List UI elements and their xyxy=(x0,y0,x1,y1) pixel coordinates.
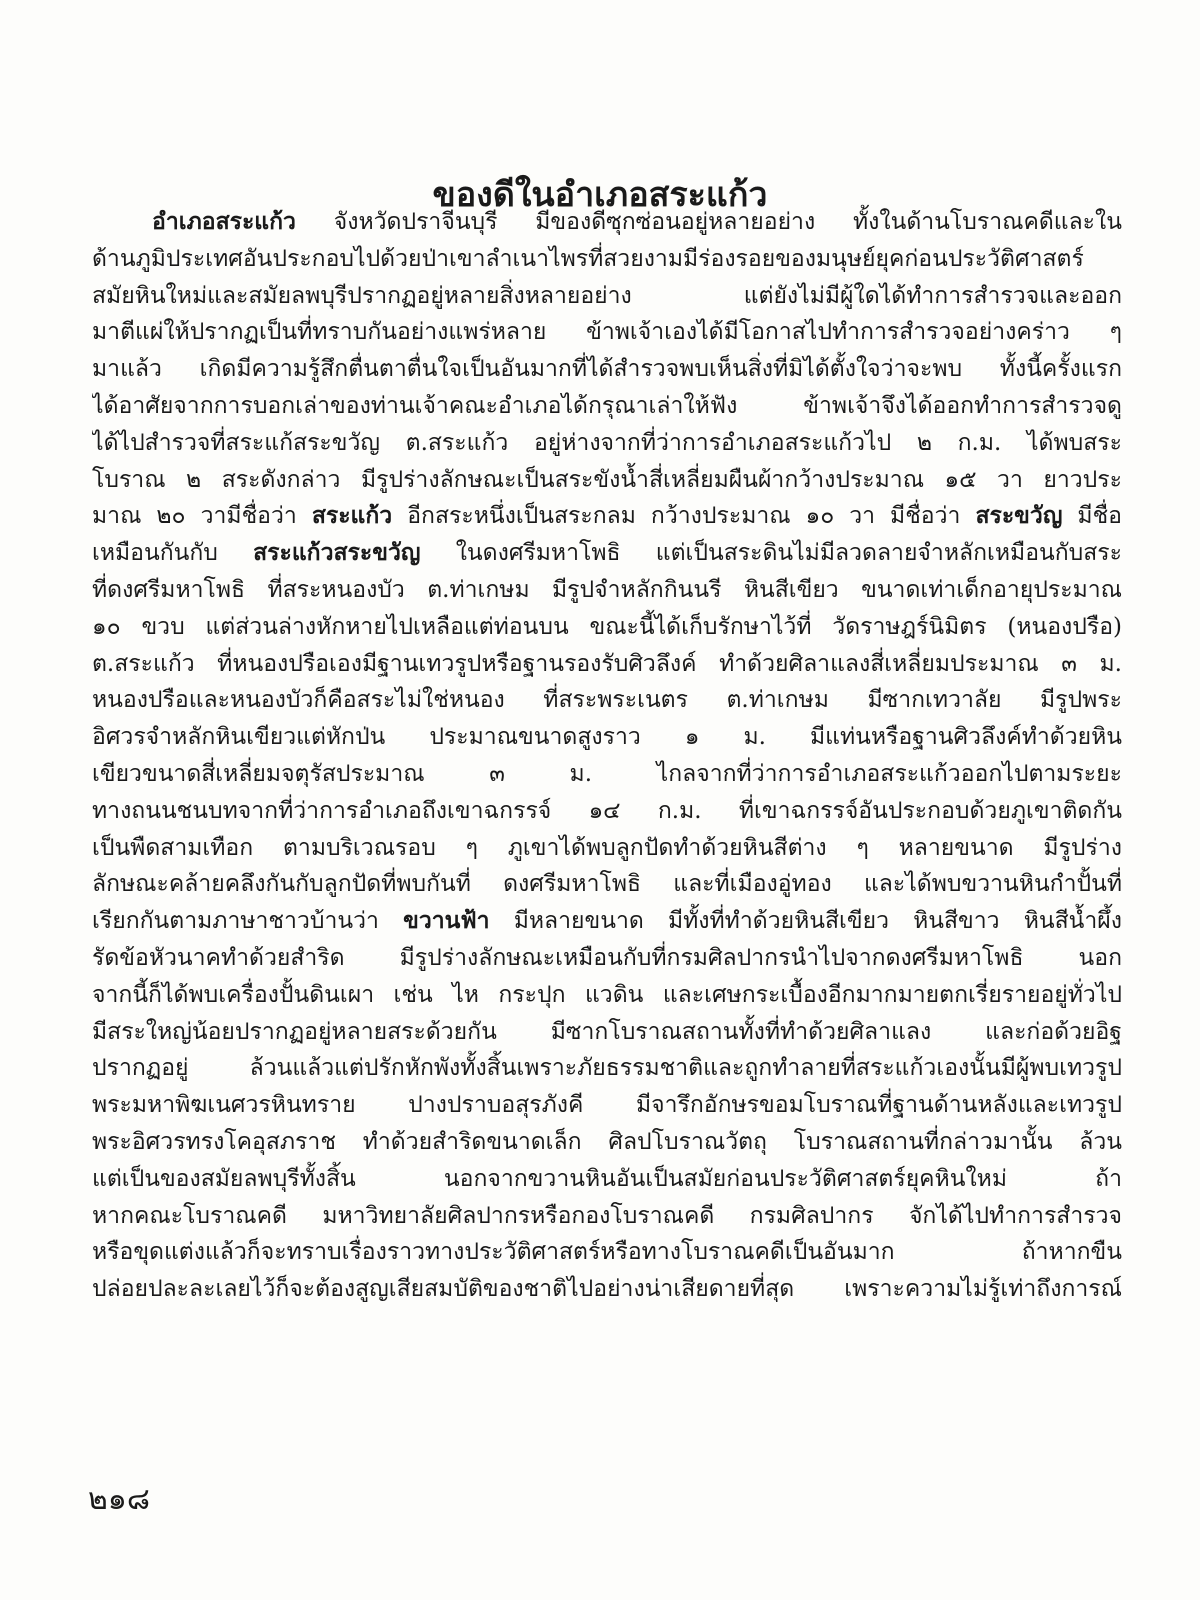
text-line: สมัยหินใหม่และสมัยลพบุรีปรากฏอยู่หลายสิ่งหลายอย่าง แต่ยังไม่มีผู้ใดได้ทำการสำรวจและออก xyxy=(92,282,1122,309)
bold-term: สระแก้วสระขวัญ xyxy=(253,539,421,567)
text-line: ลักษณะคล้ายคลึงกันกับลูกปัดที่พบกันที่ ดงศรีมหาโพธิ และที่เมืองอู่ทอง และได้พบขวานหินกำปั้นที่ xyxy=(92,871,1122,898)
line-text: มีชื่อ xyxy=(1062,503,1122,530)
bold-term: ขวานฟ้า xyxy=(403,907,490,935)
text-line xyxy=(92,204,1122,241)
body-paragraph xyxy=(92,204,1122,1308)
text-line: ๑๐ ขวบ แต่ส่วนล่างหักหายไปเหลือแต่ท่อนบน ขณะนี้ได้เก็บรักษาไว้ที่ วัดราษฎร์นิมิตร (หนองปรือ) xyxy=(92,613,1122,640)
text-line: เขียวขนาดสี่เหลี่ยมจตุรัสประมาณ ๓ ม. ไกลจากที่ว่าการอำเภอสระแก้วออกไปตามระยะ xyxy=(92,760,1122,787)
text-line: พระมหาพิฆเนศวรหินทราย ปางปราบอสุรภังคี มีจารึกอักษรขอมโบราณที่ฐานด้านหลังและเทวรูป xyxy=(92,1092,1122,1119)
line-text: เรียกกันตามภาษาชาวบ้านว่า xyxy=(92,908,404,935)
line-text: จังหวัดปราจีนบุรี มีของดีซุกซ่อนอยู่หลายอย่าง ทั้งในด้านโบราณคดีและใน xyxy=(295,209,1122,235)
text-line: จากนี้ก็ได้พบเครื่องปั้นดินเผา เช่น ไห กระปุก แวดิน และเศษกระเบื้องอีกมากมายตกเรี่ยรายอยู่ทั่วไป xyxy=(92,981,1122,1008)
page-number: ๒๑๘ xyxy=(88,1482,150,1517)
line-text: ในดงศรีมหาโพธิ แต่เป็นสระดินไม่มีลวดลายจำหลักเหมือนกับสระ xyxy=(420,540,1122,567)
bold-term: อำเภอสระแก้ว xyxy=(152,208,296,235)
text-line: มีสระใหญ่น้อยปรากฏอยู่หลายสระด้วยกัน มีซากโบราณสถานทั้งที่ทำด้วยศิลาแลง และก่อด้วยอิฐ xyxy=(92,1018,1122,1045)
text-line: หนองปรือและหนองบัวก็คือสระไม่ใช่หนอง ที่สระพระเนตร ต.ท่าเกษม มีซากเทวาลัย มีรูปพระ xyxy=(92,687,1122,714)
bold-term: สระขวัญ xyxy=(975,502,1063,530)
text-line: ทางถนนชนบทจากที่ว่าการอำเภอถึงเขาฉกรรจ์ ๑๔ ก.ม. ที่เขาฉกรรจ์อันประกอบด้วยภูเขาติดกัน xyxy=(92,797,1122,824)
text-line: พระอิศวรทรงโคอุสภราช ทำด้วยสำริดขนาดเล็ก ศิลปโบราณวัตถุ โบราณสถานที่กล่าวมานั้น ล้วน xyxy=(92,1128,1122,1155)
text-line: ที่ดงศรีมหาโพธิ ที่สระหนองบัว ต.ท่าเกษม มีรูปจำหลักกินนรี หินสีเขียว ขนาดเท่าเด็กอายุประมาณ xyxy=(92,576,1122,603)
line-text: มีหลายขนาด มีทั้งที่ทำด้วยหินสีเขียว หินสีขาว หินสีน้ำผึ้ง xyxy=(489,908,1122,935)
text-line xyxy=(92,498,1122,535)
text-line: ปรากฏอยู่ ล้วนแล้วแต่ปรักหักพังทั้งสิ้นเพราะภัยธรรมชาติและถูกทำลายที่สระแก้วเองนั้นมีผู้พบเทวรูป xyxy=(92,1055,1122,1082)
text-line: ปล่อยปละละเลยไว้ก็จะต้องสูญเสียสมบัติของชาติไปอย่างน่าเสียดายที่สุด เพราะความไม่รู้เท่าถึงการณ์ xyxy=(92,1276,1122,1303)
text-line: ด้านภูมิประเทศอันประกอบไปด้วยป่าเขาลำเนาไพรที่สวยงามมีร่องรอยของมนุษย์ยุคก่อนประวัติศาสตร์ xyxy=(92,245,1084,272)
page-title: ของดีในอำเภอสระแก้ว xyxy=(432,174,768,215)
text-line: หรือขุดแต่งแล้วก็จะทราบเรื่องราวทางประวัติศาสตร์หรือทางโบราณคดีเป็นอันมาก ถ้าหากขืน xyxy=(92,1239,1122,1266)
text-line: โบราณ ๒ สระดังกล่าว มีรูปร่างลักษณะเป็นสระขังน้ำสี่เหลี่ยมผืนผ้ากว้างประมาณ ๑๕ วา ยาวประ xyxy=(92,466,1122,493)
text-line: หากคณะโบราณคดี มหาวิทยาลัยศิลปากรหรือกองโบราณคดี กรมศิลปากร จักได้ไปทำการสำรวจ xyxy=(92,1202,1122,1229)
line-text: เหมือนกันกับ xyxy=(92,540,254,567)
text-line: ต.สระแก้ว ที่หนองปรือเองมีฐานเทวรูปหรือฐานรองรับศิวลึงค์ ทำด้วยศิลาแลงสี่เหลี่ยมประมาณ ๓ ม. xyxy=(92,650,1122,677)
text-line: มาตีแผ่ให้ปรากฏเป็นที่ทราบกันอย่างแพร่หลาย ข้าพเจ้าเองได้มีโอกาสไปทำการสำรวจอย่างคร่าว ๆ xyxy=(92,319,1122,346)
bold-term: สระแก้ว xyxy=(311,502,393,530)
text-line: เป็นพืดสามเทือก ตามบริเวณรอบ ๆ ภูเขาได้พบลูกปัดทำด้วยหินสีต่าง ๆ หลายขนาด มีรูปร่าง xyxy=(92,834,1122,861)
text-line: อิศวรจำหลักหินเขียวแต่หักป่น ประมาณขนาดสูงราว ๑ ม. มีแท่นหรือฐานศิวลึงค์ทำด้วยหิน xyxy=(92,724,1122,751)
text-line xyxy=(92,903,1122,940)
text-line: แต่เป็นของสมัยลพบุรีทั้งสิ้น นอกจากขวานหินอันเป็นสมัยก่อนประวัติศาสตร์ยุคหินใหม่ ถ้า xyxy=(92,1165,1122,1192)
text-line: รัดข้อหัวนาคทำด้วยสำริด มีรูปร่างลักษณะเหมือนกับที่กรมศิลปากรนำไปจากดงศรีมหาโพธิ นอก xyxy=(92,944,1122,971)
text-line: มาแล้ว เกิดมีความรู้สึกตื่นตาตื่นใจเป็นอันมากที่ได้สำรวจพบเห็นสิ่งที่มิได้ตั้งใจว่าจะพบ ทั้งนี้ครั้งแรก xyxy=(92,356,1122,383)
text-line: ได้อาศัยจากการบอกเล่าของท่านเจ้าคณะอำเภอได้กรุณาเล่าให้ฟัง ข้าพเจ้าจึงได้ออกทำการสำรวจดู xyxy=(92,392,1122,419)
text-line: ได้ไปสำรวจที่สระแก้สระขวัญ ต.สระแก้ว อยู่ห่างจากที่ว่าการอำเภอสระแก้วไป ๒ ก.ม. ได้พบสระ xyxy=(92,429,1122,456)
line-text: อีกสระหนึ่งเป็นสระกลม กว้างประมาณ ๑๐ วา มีชื่อว่า xyxy=(392,503,976,530)
line-text: มาณ ๒๐ วามีชื่อว่า xyxy=(92,503,312,530)
text-line xyxy=(92,535,1122,572)
